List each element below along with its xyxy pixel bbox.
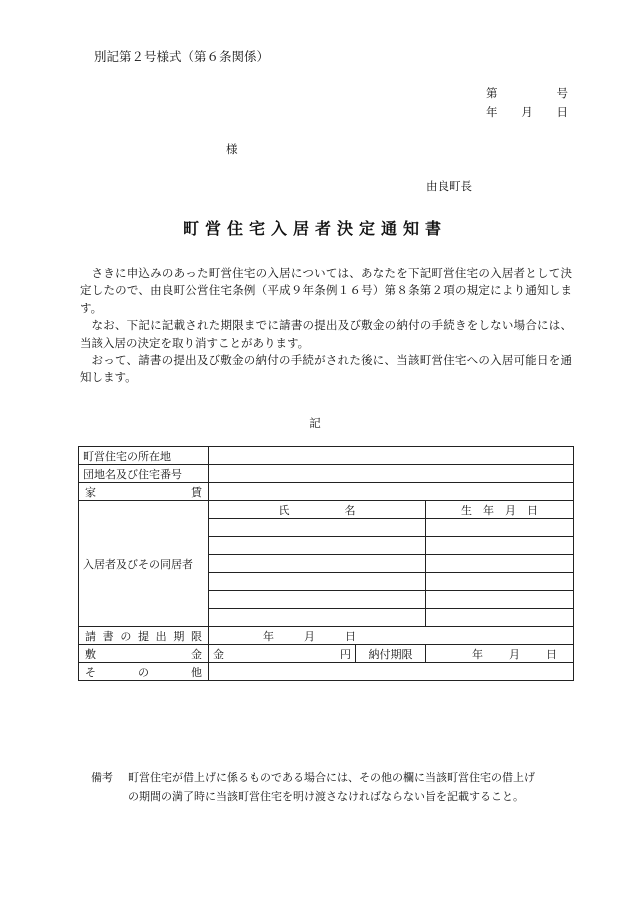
- document-number-block: [486, 85, 568, 120]
- other-label: その他: [79, 663, 209, 681]
- remarks: [91, 768, 535, 806]
- resident-name-field[interactable]: [209, 519, 426, 537]
- issue-date: [486, 104, 568, 120]
- resident-name-field[interactable]: [209, 555, 426, 573]
- resident-birth-field[interactable]: [426, 537, 574, 555]
- document-number: [486, 85, 568, 104]
- number-prefix: 第: [486, 86, 498, 100]
- resident-birth-field[interactable]: [426, 573, 574, 591]
- table-row: [79, 447, 574, 465]
- name-header: 氏 名: [209, 501, 426, 519]
- deadline-label: 請書の提出期限: [79, 627, 209, 645]
- deadline-month: 月: [304, 629, 315, 643]
- table-row: [79, 465, 574, 483]
- resident-birth-field[interactable]: [426, 591, 574, 609]
- ki-label: 記: [309, 416, 321, 430]
- resident-name-field[interactable]: [209, 591, 426, 609]
- resident-birth-field[interactable]: [426, 519, 574, 537]
- document-title: 町営住宅入居者決定通知書: [182, 219, 447, 238]
- body-text: [80, 265, 572, 387]
- remarks-line: の期間の満了時に当該町営住宅を明け渡さなければならない旨を記載すること。: [128, 790, 524, 803]
- addressee: 様: [226, 142, 238, 156]
- deposit-label: 敷金: [79, 645, 209, 663]
- deadline-day: 日: [345, 629, 356, 643]
- deposit-field[interactable]: [209, 645, 356, 663]
- deposit-unit: 円: [340, 647, 351, 661]
- payment-deadline-field[interactable]: [426, 645, 574, 663]
- issue-day: 日: [556, 105, 568, 119]
- form-label: 別記第２号様式（第６条関係）: [94, 49, 270, 64]
- table-row: [79, 645, 574, 663]
- details-table: [78, 446, 574, 681]
- resident-name-field[interactable]: [209, 537, 426, 555]
- remarks-head: 備考: [91, 771, 113, 784]
- body-paragraph: おって、請書の提出及び敷金の納付の手続がされた後に、当該町営住宅への入居可能日を通知します。: [80, 353, 572, 385]
- resident-name-field[interactable]: [209, 573, 426, 591]
- residents-label: 入居者及びその同居者: [79, 501, 209, 627]
- issue-month: 月: [521, 105, 533, 119]
- number-suffix: 号: [556, 86, 568, 100]
- resident-birth-field[interactable]: [426, 555, 574, 573]
- remarks-line: [91, 768, 535, 787]
- payment-year: 年: [472, 647, 483, 661]
- sender: 由良町長: [426, 179, 472, 193]
- table-row: [79, 627, 574, 645]
- location-label: 町営住宅の所在地: [79, 447, 209, 465]
- resident-birth-field[interactable]: [426, 609, 574, 627]
- rent-label: 家賃: [79, 483, 209, 501]
- deadline-year: 年: [263, 629, 274, 643]
- birth-header: 生 年 月 日: [426, 501, 574, 519]
- rent-field[interactable]: [209, 483, 574, 501]
- location-field[interactable]: [209, 447, 574, 465]
- body-paragraph: なお、下記に記載された期限までに請書の提出及び敷金の納付の手続きをしない場合には、当該入居の決定を取り消すことがあります。: [80, 318, 572, 350]
- table-row: [79, 483, 574, 501]
- payment-month: 月: [509, 647, 520, 661]
- table-row: [79, 663, 574, 681]
- other-field[interactable]: [209, 663, 574, 681]
- payment-day: 日: [546, 647, 557, 661]
- body-paragraph: さきに申込みのあった町営住宅の入居については、あなたを下記町営住宅の入居者として決定したので、由良町公営住宅条例（平成９年条例１６号）第８条第２項の規定により通知します。: [80, 266, 572, 315]
- remarks-text: 町営住宅が借上げに係るものである場合には、その他の欄に当該町営住宅の借上げ: [128, 771, 535, 784]
- table-row: [79, 501, 574, 519]
- complex-field[interactable]: [209, 465, 574, 483]
- deposit-currency: 金: [213, 647, 224, 661]
- issue-year: 年: [486, 105, 498, 119]
- deadline-field[interactable]: [209, 627, 574, 645]
- complex-label: 団地名及び住宅番号: [79, 465, 209, 483]
- payment-deadline-label: 納付期限: [356, 645, 426, 663]
- resident-name-field[interactable]: [209, 609, 426, 627]
